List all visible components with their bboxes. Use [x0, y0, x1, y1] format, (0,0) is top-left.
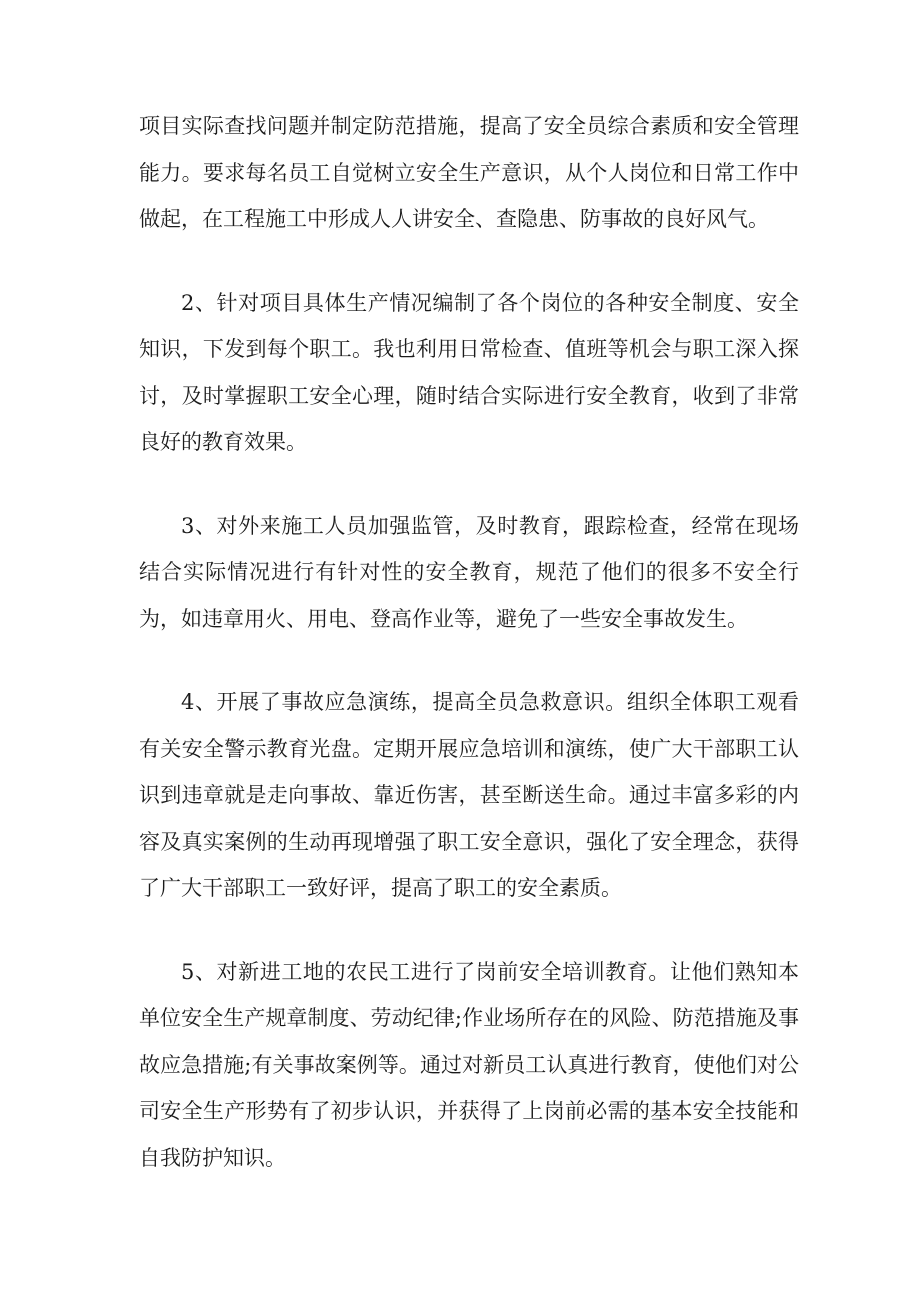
- paragraph-item-5: 5、对新进工地的农民工进行了岗前安全培训教育。让他们熟知本单位安全生产规章制度、劳动纪律;作业场所存在的风险、防范措施及事故应急措施;有关事故案例等。通过对新员工认真进行教育，使他们对公司安全生产形势有了初步认识，并获得了上岗前必需的基本安全技能和自我防护知识。: [139, 959, 799, 1170]
- paragraph-item-3: 3、对外来施工人员加强监管，及时教育，跟踪检查，经常在现场结合实际情况进行有针对性的安全教育，规范了他们的很多不安全行为，如违章用火、用电、登高作业等，避免了一些安全事故发生。: [139, 513, 799, 631]
- paragraph-continuation: 项目实际查找问题并制定防范措施，提高了安全员综合素质和安全管理能力。要求每名员工自觉树立安全生产意识，从个人岗位和日常工作中做起，在工程施工中形成人人讲安全、查隐患、防事故的良好风气。: [139, 114, 799, 231]
- paragraph-item-2: 2、针对项目具体生产情况编制了各个岗位的各种安全制度、安全知识，下发到每个职工。我也利用日常检查、值班等机会与职工深入探讨，及时掌握职工安全心理，随时结合实际进行安全教育，收到了非常良好的教育效果。: [139, 290, 799, 454]
- document-body: [139, 103, 799, 1181]
- paragraph-item-4: 4、开展了事故应急演练，提高全员急救意识。组织全体职工观看有关安全警示教育光盘。定期开展应急培训和演练，使广大干部职工认识到违章就是走向事故、靠近伤害，甚至断送生命。通过丰富多彩的内容及真实案例的生动再现增强了职工安全意识，强化了安全理念，获得了广大干部职工一致好评，提高了职工的安全素质。: [139, 690, 799, 900]
